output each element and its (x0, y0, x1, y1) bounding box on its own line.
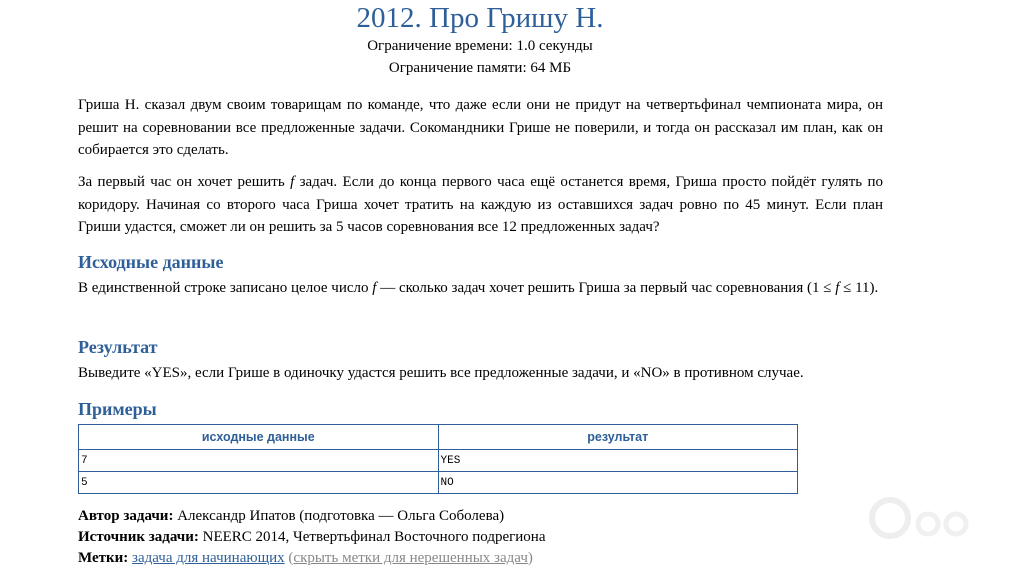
table-row (79, 450, 798, 472)
source-label: Источник задачи: (78, 529, 199, 545)
input-description: В единственной строке записано целое число f — сколько задач хочет решить Гриша за первый час соревнования (1 ≤ f ≤ 11). (78, 280, 879, 296)
statement-paragraph-2: За первый час он хочет решить f задач. Если до конца первого часа ещё останется время, Гриша просто пойдёт гулять по коридору. Начиная со второго часа Гриша хочет тратить на каждую из оставшихся задач ровно по 45 минут. Если план Гриши удастся, сможет ли он решить за 5 часов соревнования все 12 предложенных задач? (78, 174, 883, 235)
memory-limit: Ограничение памяти: 64 МБ (388, 60, 572, 76)
column-input-header: исходные данные (79, 425, 439, 450)
source-value: NEERC 2014, Четвертьфинал Восточного подрегиона (198, 529, 546, 545)
sample-input[interactable]: 7 (79, 450, 439, 472)
tag-beginner-link[interactable]: задача для начинающих (132, 550, 285, 566)
hide-tags-wrapper: (скрыть метки для нерешенных задач) (288, 550, 533, 566)
output-description: Выведите «YES», если Грише в одиночку удастся решить все предложенные задачи, и «NO» в противном случае. (78, 365, 804, 381)
tags-line (78, 548, 533, 568)
table-row (79, 472, 798, 494)
time-limit: Ограничение времени: 1.0 секунды (367, 38, 593, 54)
input-heading: Исходные данные (78, 252, 224, 272)
examples-heading: Примеры (78, 399, 157, 419)
examples-table (78, 424, 798, 494)
hide-tags-link[interactable]: скрыть метки для нерешенных задач (293, 550, 528, 566)
variable-f: f (290, 174, 295, 190)
statement-paragraph-1: Гриша Н. сказал двум своим товарищам по команде, что даже если они не придут на четвертьфинал чемпионата мира, он решит на соревновании все предложенные задачи. Сокомандники Грише не поверили, и тогда он рассказал им план, как он собирается это сделать. (78, 97, 883, 158)
author-label: Автор задачи: (78, 508, 174, 524)
source-line (78, 527, 546, 547)
problem-title: 2012. Про Гришу Н. (356, 2, 604, 34)
author-value: Александр Ипатов (подготовка — Ольга Соболева) (173, 508, 505, 524)
watermark-icon (862, 494, 972, 544)
sample-output[interactable]: YES (438, 450, 798, 472)
column-output-header: результат (438, 425, 798, 450)
sample-output[interactable]: NO (438, 472, 798, 494)
examples-header-row (79, 425, 798, 450)
tags-label: Метки: (78, 550, 129, 566)
sample-input[interactable]: 5 (79, 472, 439, 494)
author-line (78, 506, 504, 526)
output-heading: Результат (78, 337, 158, 357)
